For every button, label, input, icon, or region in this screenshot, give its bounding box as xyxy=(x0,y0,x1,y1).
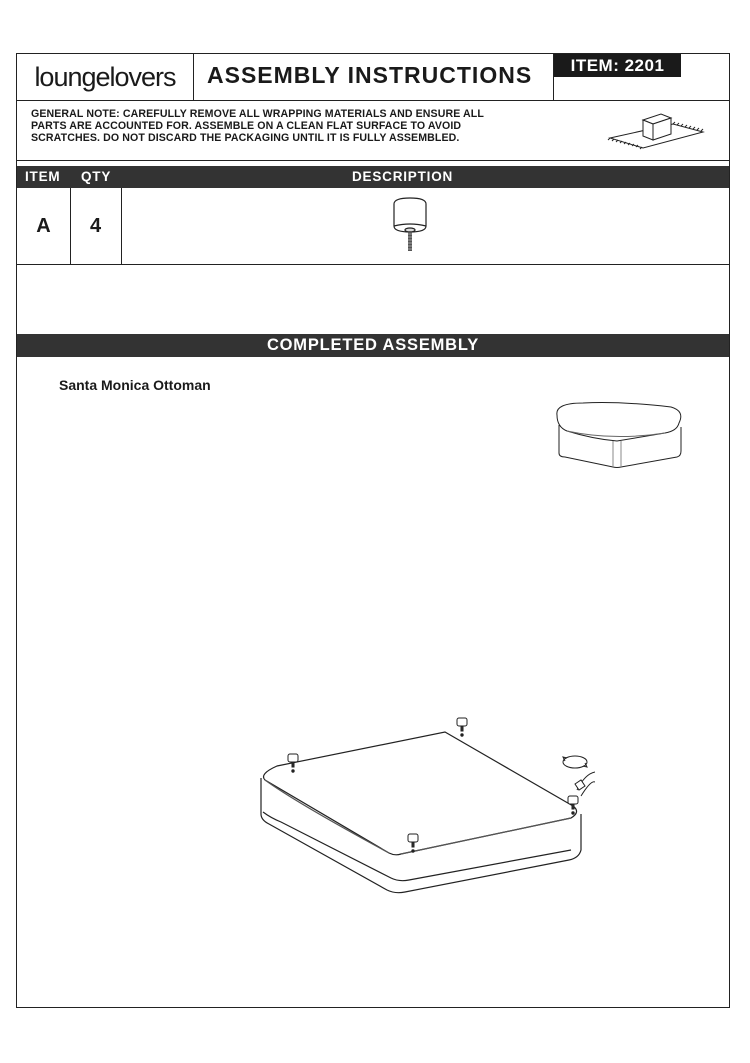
instruction-sheet xyxy=(16,53,730,1008)
column-item: ITEM xyxy=(25,169,61,184)
parts-table-header xyxy=(17,166,729,188)
product-name: Santa Monica Ottoman xyxy=(59,377,211,393)
ottoman-underside-with-legs-icon xyxy=(255,656,595,896)
item-number-box xyxy=(553,54,730,100)
rotate-arrows-icon xyxy=(563,756,587,768)
note-line: SCRATCHES. DO NOT DISCARD THE PACKAGING UNTIL IT IS FULLY ASSEMBLED. xyxy=(31,132,460,144)
screw-in-leg-icon xyxy=(388,196,432,256)
item-number: ITEM: 2201 xyxy=(554,54,681,77)
table-row xyxy=(17,188,729,265)
page-title: ASSEMBLY INSTRUCTIONS xyxy=(207,62,533,88)
part-quantity: 4 xyxy=(70,188,122,264)
note-line: GENERAL NOTE: CAREFULLY REMOVE ALL WRAPPING MATERIALS AND ENSURE ALL xyxy=(31,108,484,120)
note-line: PARTS ARE ACCOUNTED FOR. ASSEMBLE ON A CLEAN FLAT SURFACE TO AVOID xyxy=(31,120,462,132)
column-qty: QTY xyxy=(81,169,112,184)
part-description xyxy=(121,188,729,264)
completed-assembly-heading: COMPLETED ASSEMBLY xyxy=(17,334,729,357)
part-item-letter: A xyxy=(17,188,71,264)
brand-logo: loungelovers xyxy=(17,54,194,100)
general-note xyxy=(17,100,729,161)
column-description: DESCRIPTION xyxy=(352,169,454,184)
ottoman-icon xyxy=(553,401,688,475)
header xyxy=(17,54,729,101)
general-note-text xyxy=(31,108,571,144)
box-on-rug-icon xyxy=(605,102,705,158)
